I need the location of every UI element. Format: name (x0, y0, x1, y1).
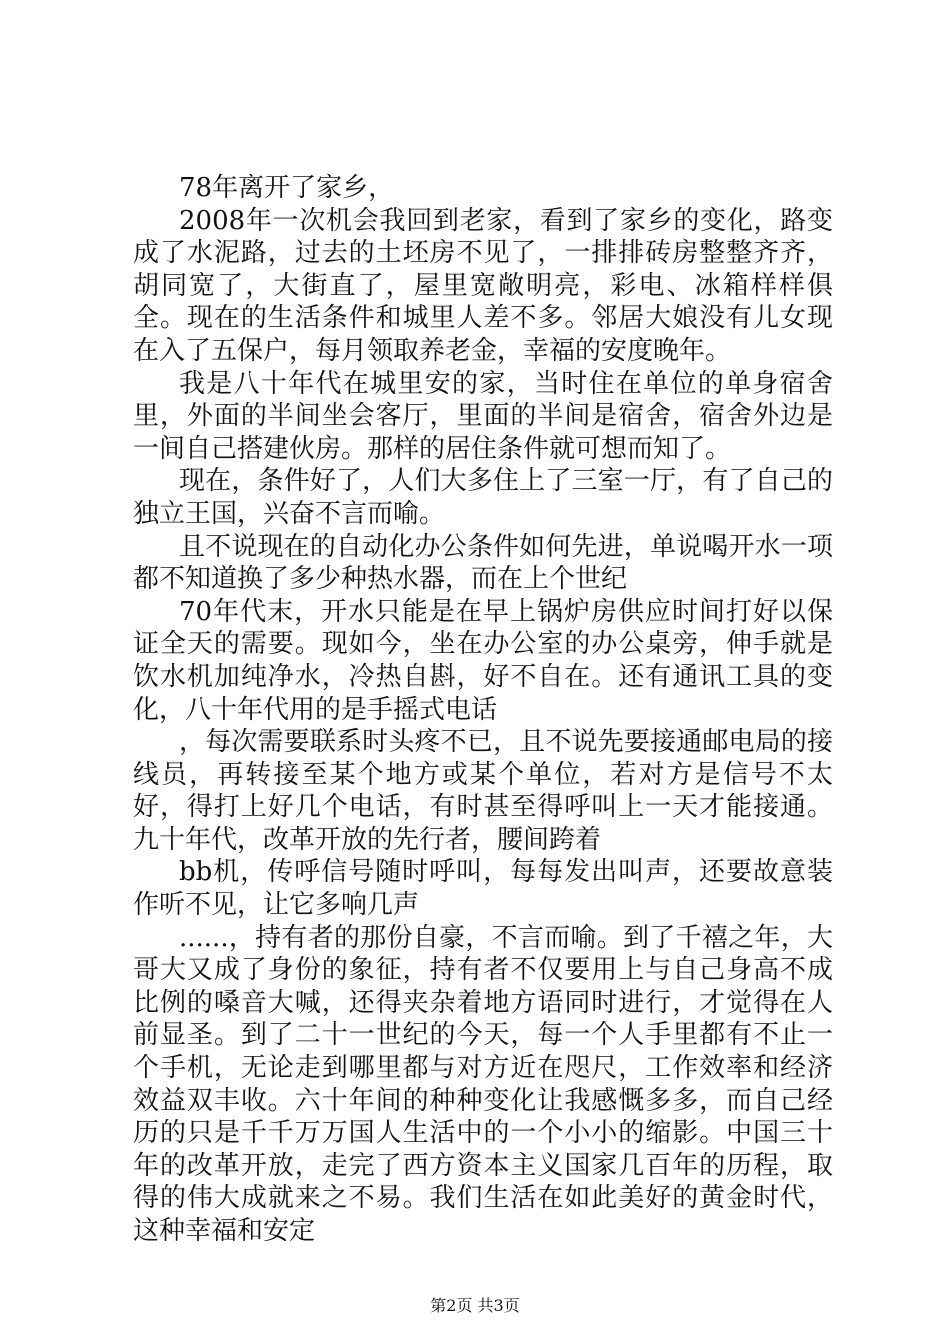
paragraph: 70年代末，开水只能是在早上锅炉房供应时间打好以保证全天的需要。现如今，坐在办公室的办公桌旁，伸手就是饮水机加纯净水，冷热自斟，好不自在。还有通讯工具的变化，八十年代用的是手摇式电话 (133, 596, 833, 725)
paragraph: ，每次需要联系时头疼不已，且不说先要接通邮电局的接线员，再转接至某个地方或某个单位，若对方是信号不太好，得打上好几个电话，有时甚至得呼叫上一天才能接通。九十年代，改革开放的先行者，腰间跨着 (133, 727, 833, 855)
paragraph: bb机，传呼信号随时呼叫，每每发出叫声，还要故意装作听不见，让它多响几声 (133, 857, 833, 921)
paragraph: ......，持有者的那份自豪，不言而喻。到了千禧之年，大哥大又成了身份的象征，持有者不仅要用上与自己身高不成比例的嗓音大喊，还得夹杂着地方语同时进行，才觉得在人前显圣。到了二十一世纪的今天，每一个人手里都有不止一个手机，无论走到哪里都与对方近在咫尺，工作效率和经济效益双丰收。六十年间的种种变化让我感慨多多，而自己经历的只是千千万万国人生活中的一个小小的缩影。中国三十年的改革开放，走完了西方资本主义国家几百年的历程，取得的伟大成就来之不易。我们生活在如此美好的黄金时代，这种幸福和安定 (133, 922, 833, 1246)
paragraph: 2008年一次机会我回到老家，看到了家乡的变化，路变成了水泥路，过去的土坯房不见了，一排排砖房整整齐齐，胡同宽了，大街直了，屋里宽敞明亮，彩电、冰箱样样俱全。现在的生活条件和城里人差不多。邻居大娘没有儿女现在入了五保户，每月领取养老金，幸福的安度晚年。 (133, 205, 833, 366)
paragraph: 且不说现在的自动化办公条件如何先进，单说喝开水一项都不知道换了多少种热水器，而在上个世纪 (133, 531, 833, 595)
paragraph: 我是八十年代在城里安的家，当时住在单位的单身宿舍里，外面的半间坐会客厅，里面的半间是宿舍，宿舍外边是一间自己搭建伙房。那样的居住条件就可想而知了。 (133, 368, 833, 464)
document-body (133, 172, 833, 1248)
page-number-footer: 第2页 共3页 (430, 1296, 520, 1315)
paragraph: 78年离开了家乡， (179, 173, 395, 203)
paragraph: 现在，条件好了，人们大多住上了三室一厅，有了自己的独立王国，兴奋不言而喻。 (133, 466, 833, 529)
